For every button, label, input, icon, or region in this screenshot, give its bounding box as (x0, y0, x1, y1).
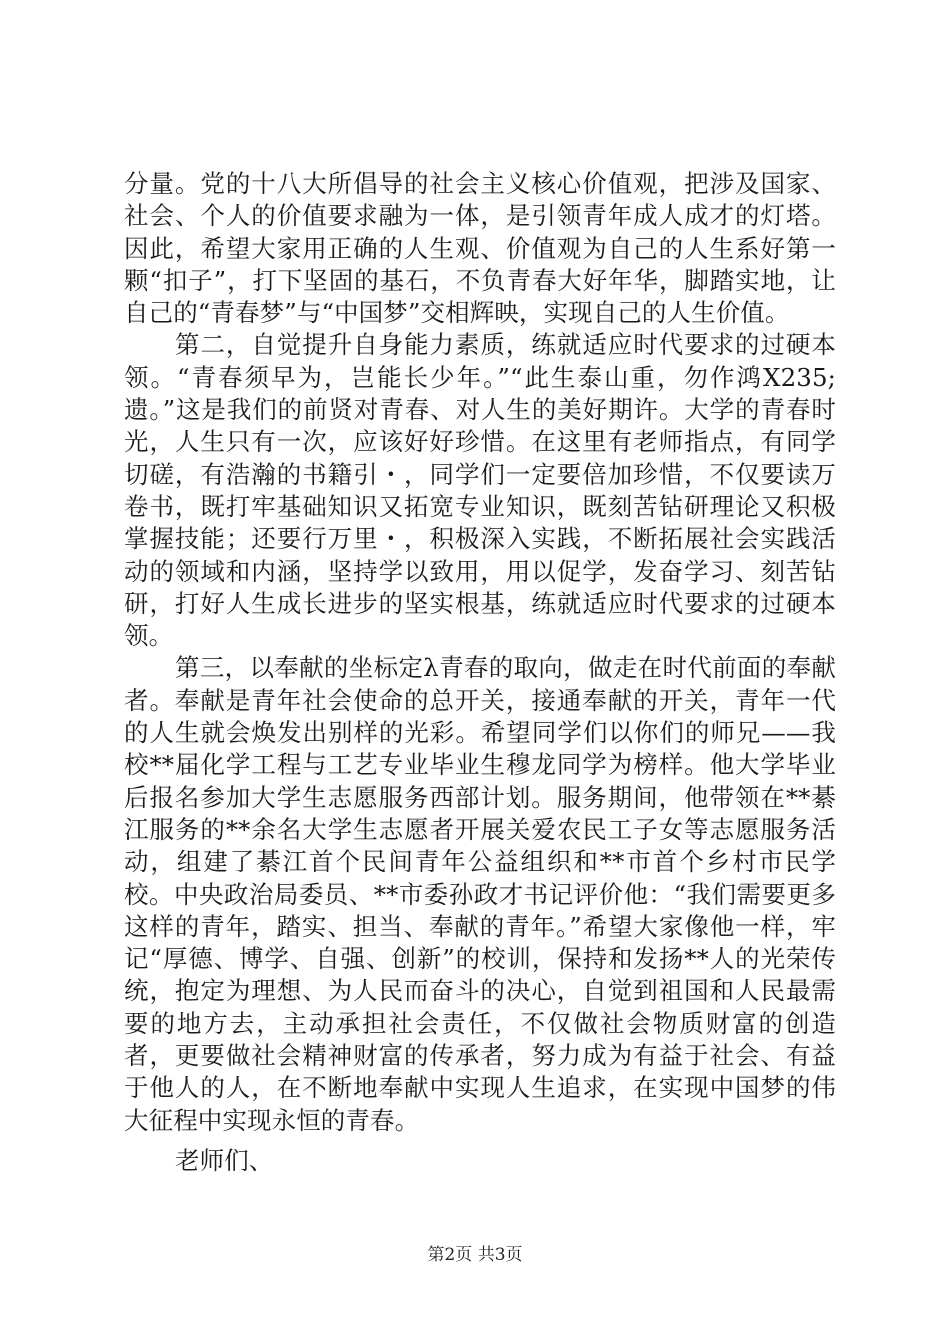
paragraph-closing-salutation: 老师们、 (175, 1145, 274, 1175)
paragraph-continued: 分量。党的十八大所倡导的社会主义核心价值观，把涉及国家、社会、个人的价值要求融为一体，是引领青年成人成才的灯塔。因此，希望大家用正确的人生观、价值观为自己的人生系好第一颗“扣子”，打下坚固的基石，不负青春大好年华，脚踏实地，让自己的“青春梦”与“中国梦”交相辉映，实现自己的人生价值。 (124, 169, 836, 328)
document-body (124, 168, 836, 1177)
page-number-footer: 第2页 共3页 (427, 1245, 523, 1265)
paragraph-third-point: 第三，以奉献的坐标定λ青春的取向，做走在时代前面的奉献者。奉献是青年社会使命的总开关，接通奉献的开关，青年一代的人生就会焕发出别样的光彩。希望同学们以你们的师兄——我校**届化学工程与工艺专业毕业生穆龙同学为榜样。他大学毕业后报名参加大学生志愿服务西部计划。服务期间，他带领在**綦江服务的**余名大学生志愿者开展关爱农民工子女等志愿服务活动，组建了綦江首个民间青年公益组织和**市首个乡村市民学校。中央政治局委员、**市委孙政才书记评价他：“我们需要更多这样的青年，踏实、担当、奉献的青年。”希望大家像他一样，牢记“厚德、博学、自强、创新”的校训，保持和发扬**人的光荣传统，抱定为理想、为人民而奋斗的决心，自觉到祖国和人民最需要的地方去，主动承担社会责任，不仅做社会物质财富的创造者，更要做社会精神财富的传承者，努力成为有益于社会、有益于他人的人，在不断地奉献中实现人生追求，在实现中国梦的伟大征程中实现永恒的青春。 (124, 653, 837, 1135)
paragraph-second-point: 第二，自觉提升自身能力素质，练就适应时代要求的过硬本领。“青春须早为，岂能长少年。”“此生泰山重，勿作鸿X235;遗。”这是我们的前贤对青春、对人生的美好期许。大学的青春时光，人生只有一次，应该好好珍惜。在这里有老师指点，有同学切磋，有浩瀚的书籍引・，同学们一定要倍加珍惜，不仅要读万卷书，既打牢基础知识又拓宽专业知识，既刻苦钻研理论又积极掌握技能；还要行万里・，积极深入实践，不断拓展社会实践活动的领域和内涵，坚持学以致用，用以促学，发奋学习、刻苦钻研，打好人生成长进步的坚实根基，练就适应时代要求的过硬本领。 (124, 330, 836, 651)
